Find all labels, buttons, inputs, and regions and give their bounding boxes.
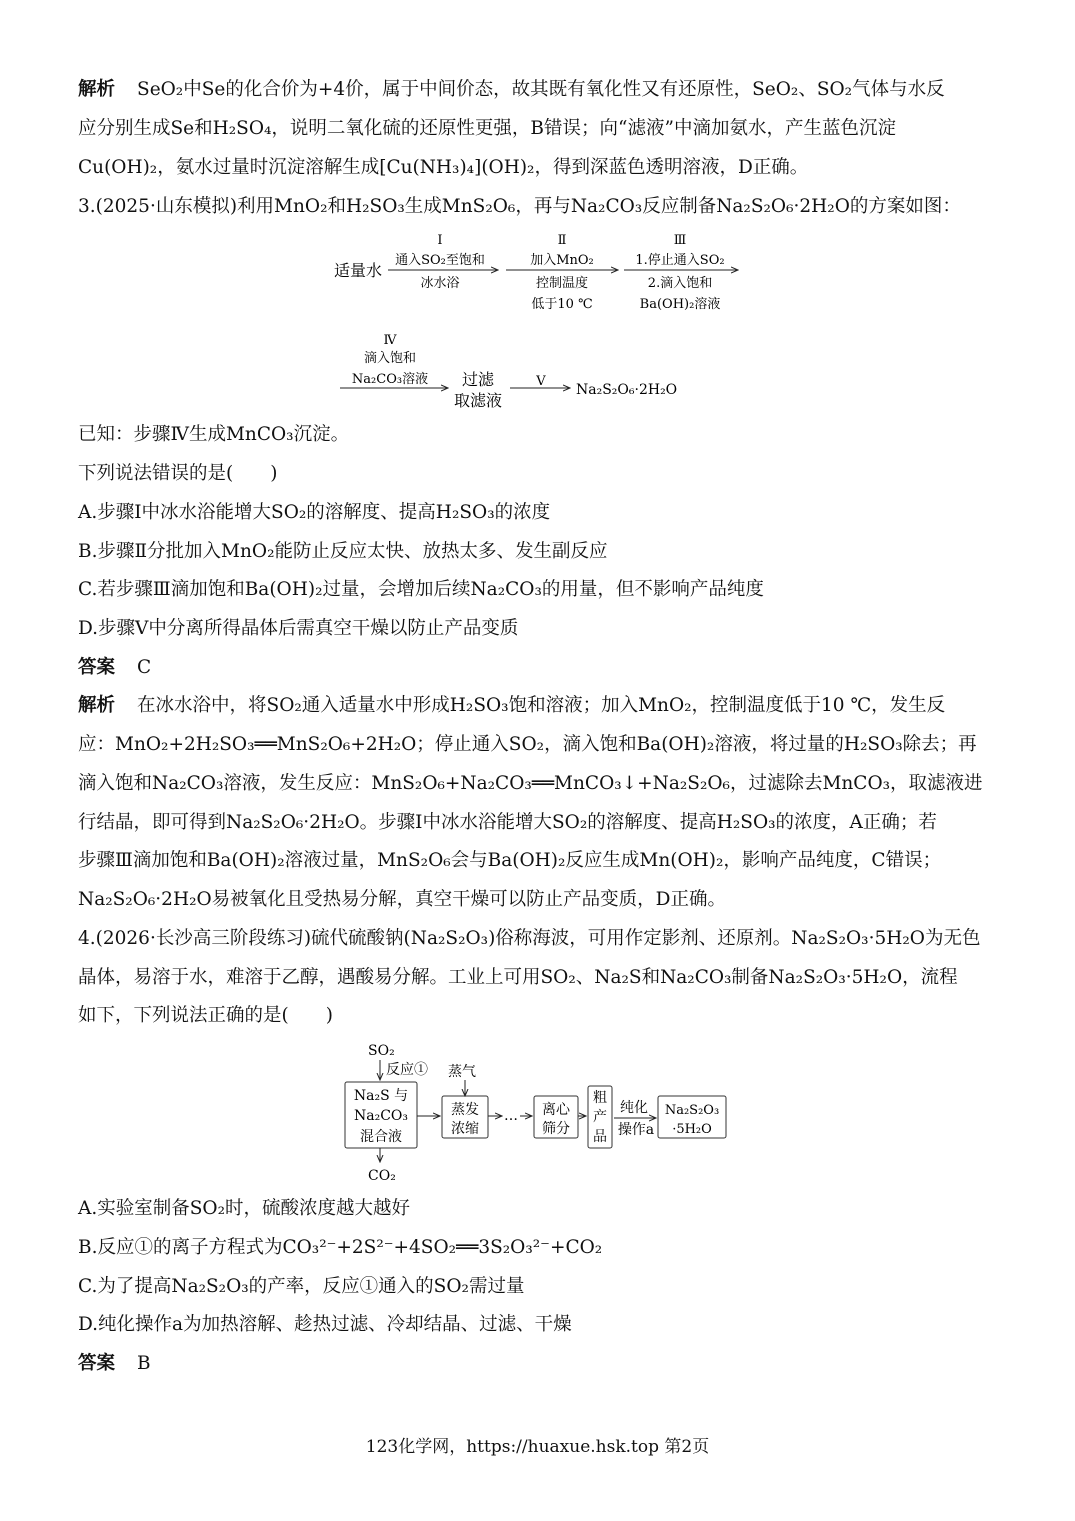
q3-question: 下列说法错误的是( ) (78, 463, 278, 484)
box4-line-3: 品 (593, 1129, 607, 1145)
flow-step3-top: 1.停止通入SO₂ (635, 253, 725, 268)
flow-so2: SO₂ (368, 1043, 395, 1059)
q3-stem: 3.(2025·山东模拟)利用MnO₂和H₂SO₃生成MnS₂O₆，再与Na₂CO₃反应制备Na₂S₂O₆·2H₂O的方案如图： (78, 196, 961, 217)
flow-step2-top: 加入MnO₂ (530, 253, 594, 268)
q4-stem-line-1: 4.(2026·长沙高三阶段练习)硫代硫酸钠(Na₂S₂O₃)俗称海波，可用作定影剂、还原剂。Na₂S₂O₃·5H₂O为无色 (78, 928, 981, 949)
flow-step4-num: Ⅳ (383, 333, 397, 348)
flow-step2-num: Ⅱ (557, 233, 567, 248)
q2-analysis-line-2: 应分别生成Se和H₂SO₄，说明二氧化硫的还原性更强，B错误；向“滤液”中滴加氨水，产生蓝色沉淀 (78, 118, 896, 139)
box3-line-1: 离心 (542, 1102, 570, 1118)
q4-stem-line-2: 晶体，易溶于水，难溶于乙醇，遇酸易分解。工业上可用SO₂、Na₂S和Na₂CO₃制备Na₂S₂O₃·5H₂O，流程 (78, 967, 958, 988)
flow-step2-bottom-2: 低于10 ℃ (531, 297, 593, 312)
q3-option-c: C.若步骤Ⅲ滴加饱和Ba(OH)₂过量，会增加后续Na₂CO₃的用量，但不影响产品纯度 (78, 579, 764, 600)
flow-step1-num: Ⅰ (437, 233, 443, 248)
op-line-1: 纯化 (620, 1100, 648, 1116)
box1-line-3: 混合液 (360, 1129, 402, 1145)
flow-step5-num: Ⅴ (536, 374, 546, 389)
q3-analysis-line-3: 滴入饱和Na₂CO₃溶液，发生反应：MnS₂O₆+Na₂CO₃══MnCO₃↓+Na₂S₂O₆，过滤除去MnCO₃，取滤液进 (78, 773, 983, 794)
flow-start: 适量水 (334, 261, 383, 280)
flow-dots: … (504, 1108, 518, 1124)
flow-step2-bottom-1: 控制温度 (535, 276, 589, 291)
flow-step4-top-2: Na₂CO₃溶液 (351, 372, 429, 387)
box5-line-2: ·5H₂O (672, 1122, 712, 1137)
flow-steam: 蒸气 (448, 1064, 476, 1080)
q3-analysis-line-1: 解析 在冰水浴中，将SO₂通入适量水中形成H₂SO₃饱和溶液；加入MnO₂，控制温度低于10 ℃，发生反 (78, 695, 946, 716)
flow-step1-top: 通入SO₂至饱和 (395, 253, 485, 268)
flow-step3-num: Ⅲ (673, 233, 687, 248)
q3-analysis-line-6: Na₂S₂O₆·2H₂O易被氧化且受热易分解，真空干燥可以防止产品变质，D正确。 (78, 889, 727, 910)
q4-answer (78, 1352, 998, 1376)
flow-co2: CO₂ (368, 1168, 396, 1184)
box4-line-2: 产 (593, 1109, 607, 1125)
op-line-2: 操作a (617, 1122, 655, 1138)
box3-line-2: 筛分 (542, 1121, 570, 1137)
q2-analysis-line-1: 解析 SeO₂中Se的化合价为+4价，属于中间价态，故其既有氧化性又有还原性，SeO₂、SO₂气体与水反 (78, 79, 945, 100)
box2-line-2: 浓缩 (451, 1121, 479, 1137)
answer-label: 答案 (78, 1353, 116, 1374)
q4-option-d: D.纯化操作a为加热溶解、趁热过滤、冷却结晶、过滤、干燥 (78, 1314, 572, 1335)
q3-option-d: D.步骤Ⅴ中分离所得晶体后需真空干燥以防止产品变质 (78, 618, 519, 639)
flow-product: Na₂S₂O₆·2H₂O (576, 382, 678, 398)
answer-value: C (137, 657, 152, 678)
answer-value: B (137, 1353, 151, 1374)
q3-flow-diagram (330, 228, 750, 413)
flow-step3-bottom-1: 2.滴入饱和 (647, 276, 713, 291)
q3-analysis-line-4: 行结晶，即可得到Na₂S₂O₆·2H₂O。步骤Ⅰ中冰水浴能增大SO₂的溶解度、提高H₂SO₃的浓度，A正确；若 (78, 812, 937, 833)
q4-stem-line-3: 如下，下列说法正确的是( ) (78, 1005, 333, 1026)
answer-label: 答案 (78, 657, 116, 678)
flow-step1-bottom: 冰水浴 (420, 276, 460, 291)
q2-analysis-line-3: Cu(OH)₂，氨水过量时沉淀溶解生成[Cu(NH₃)₄](OH)₂，得到深蓝色透明溶液，D正确。 (78, 157, 809, 178)
analysis-label: 解析 (78, 79, 116, 100)
box1-line-2: Na₂CO₃ (353, 1108, 409, 1124)
q4-option-b: B.反应①的离子方程式为CO₃²⁻+2S²⁻+4SO₂══3S₂O₃²⁻+CO₂ (78, 1237, 603, 1258)
box4-line-1: 粗 (593, 1090, 607, 1106)
flow-reaction: 反应① (386, 1062, 428, 1078)
q4-option-a: A.实验室制备SO₂时，硫酸浓度越大越好 (78, 1198, 410, 1219)
q3-option-b: B.步骤Ⅱ分批加入MnO₂能防止反应太快、放热太多、发生副反应 (78, 541, 608, 562)
page-footer: 123化学网，https://huaxue.hsk.top 第2页 (365, 1437, 710, 1457)
q3-answer (78, 656, 998, 680)
q3-known: 已知：步骤Ⅳ生成MnCO₃沉淀。 (78, 424, 350, 445)
q4-option-c: C.为了提高Na₂S₂O₃的产率，反应①通入的SO₂需过量 (78, 1276, 525, 1297)
box2-line-1: 蒸发 (451, 1102, 479, 1118)
flow-filter-top: 过滤 (461, 370, 495, 389)
analysis-label: 解析 (78, 695, 116, 716)
q4-flow-diagram (340, 1038, 740, 1188)
q3-analysis-line-5: 步骤Ⅲ滴加饱和Ba(OH)₂溶液过量，MnS₂O₆会与Ba(OH)₂反应生成Mn(OH)₂，影响产品纯度，C错误； (78, 850, 942, 871)
box1-line-1: Na₂S 与 (353, 1088, 409, 1104)
flow-step4-top-1: 滴入饱和 (363, 351, 417, 366)
flow-filter-bottom: 取滤液 (453, 391, 503, 410)
box5-line-1: Na₂S₂O₃ (664, 1103, 720, 1118)
flow-step3-bottom-2: Ba(OH)₂溶液 (639, 297, 721, 312)
q3-option-a: A.步骤Ⅰ中冰水浴能增大SO₂的溶解度、提高H₂SO₃的浓度 (78, 502, 551, 523)
q3-analysis-line-2: 应：MnO₂+2H₂SO₃══MnS₂O₆+2H₂O；停止通入SO₂，滴入饱和Ba(OH)₂溶液，将过量的H₂SO₃除去；再 (78, 734, 977, 755)
